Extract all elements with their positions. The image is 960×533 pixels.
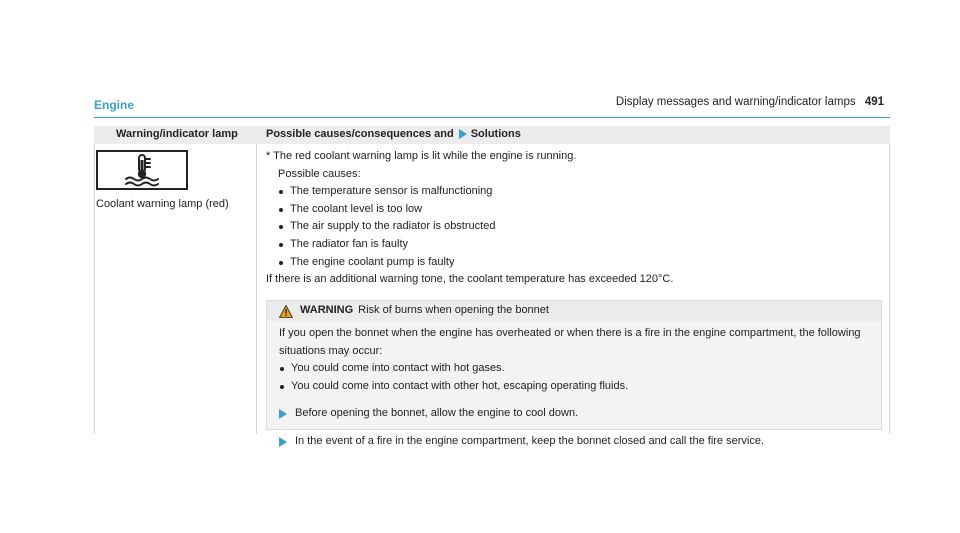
- chapter-title: Display messages and warning/indicator lamps: [615, 96, 856, 108]
- warning-body: [279, 325, 875, 451]
- causes-label: Possible causes:: [278, 167, 361, 180]
- page-header: [616, 96, 884, 108]
- lamp-label: Coolant warning lamp (red): [96, 198, 229, 210]
- list-item: The radiator fan is faulty: [278, 236, 876, 254]
- warning-title: WARNING: [300, 304, 354, 317]
- intro-text: * The red coolant warning lamp is lit while the engine is running.: [266, 150, 577, 162]
- warning-subtitle: Risk of burns when opening the bonnet: [358, 304, 549, 317]
- additional-text: If there is an additional warning tone, the coolant temperature has exceeded 120°C.: [266, 273, 674, 286]
- page-number: 491: [864, 96, 884, 108]
- warning-header: [267, 301, 881, 321]
- warning-triangle-icon: [279, 305, 293, 318]
- warning-box: [266, 300, 882, 447]
- list-item: The temperature sensor is malfunctioning: [278, 183, 876, 201]
- solution-step: [279, 405, 875, 423]
- list-item: You could come into contact with other hot, escaping operating fluids.: [279, 378, 875, 396]
- column-header-lamp: Warning/indicator lamp: [116, 128, 238, 140]
- table-border-left: [94, 144, 95, 434]
- list-item: You could come into contact with hot gases.: [279, 360, 875, 378]
- step-arrow-icon: [279, 409, 287, 419]
- table-column-divider: [256, 144, 257, 434]
- list-item: The engine coolant pump is faulty: [278, 254, 876, 272]
- warning-list: [279, 360, 875, 395]
- step-arrow-icon: [279, 437, 287, 447]
- list-item: The air supply to the radiator is obstructed: [278, 218, 876, 236]
- section-divider: [94, 117, 890, 118]
- solution-step: [279, 433, 875, 451]
- step-text: Before opening the bonnet, allow the engine to cool down.: [295, 407, 579, 420]
- table-border-right: [889, 144, 890, 434]
- table-header: [94, 126, 890, 144]
- coolant-temperature-icon: [96, 150, 188, 190]
- list-item: The coolant level is too low: [278, 201, 876, 219]
- warning-lamp-table: [94, 126, 890, 447]
- step-text: In the event of a fire in the engine compartment, keep the bonnet closed and call the fire service.: [295, 434, 765, 447]
- column-header-causes-text: Possible causes/consequences and: [266, 128, 454, 140]
- causes-list: [266, 183, 876, 271]
- section-title: Engine: [94, 98, 135, 112]
- column-header-solutions-text: Solutions: [470, 128, 521, 140]
- causes-content: [266, 148, 876, 289]
- solution-arrow-icon: [459, 129, 467, 139]
- column-header-causes: [266, 128, 521, 140]
- warning-text: If you open the bonnet when the engine has overheated or when there is a fire in the engine compartment, the following situations may occur:: [279, 327, 861, 357]
